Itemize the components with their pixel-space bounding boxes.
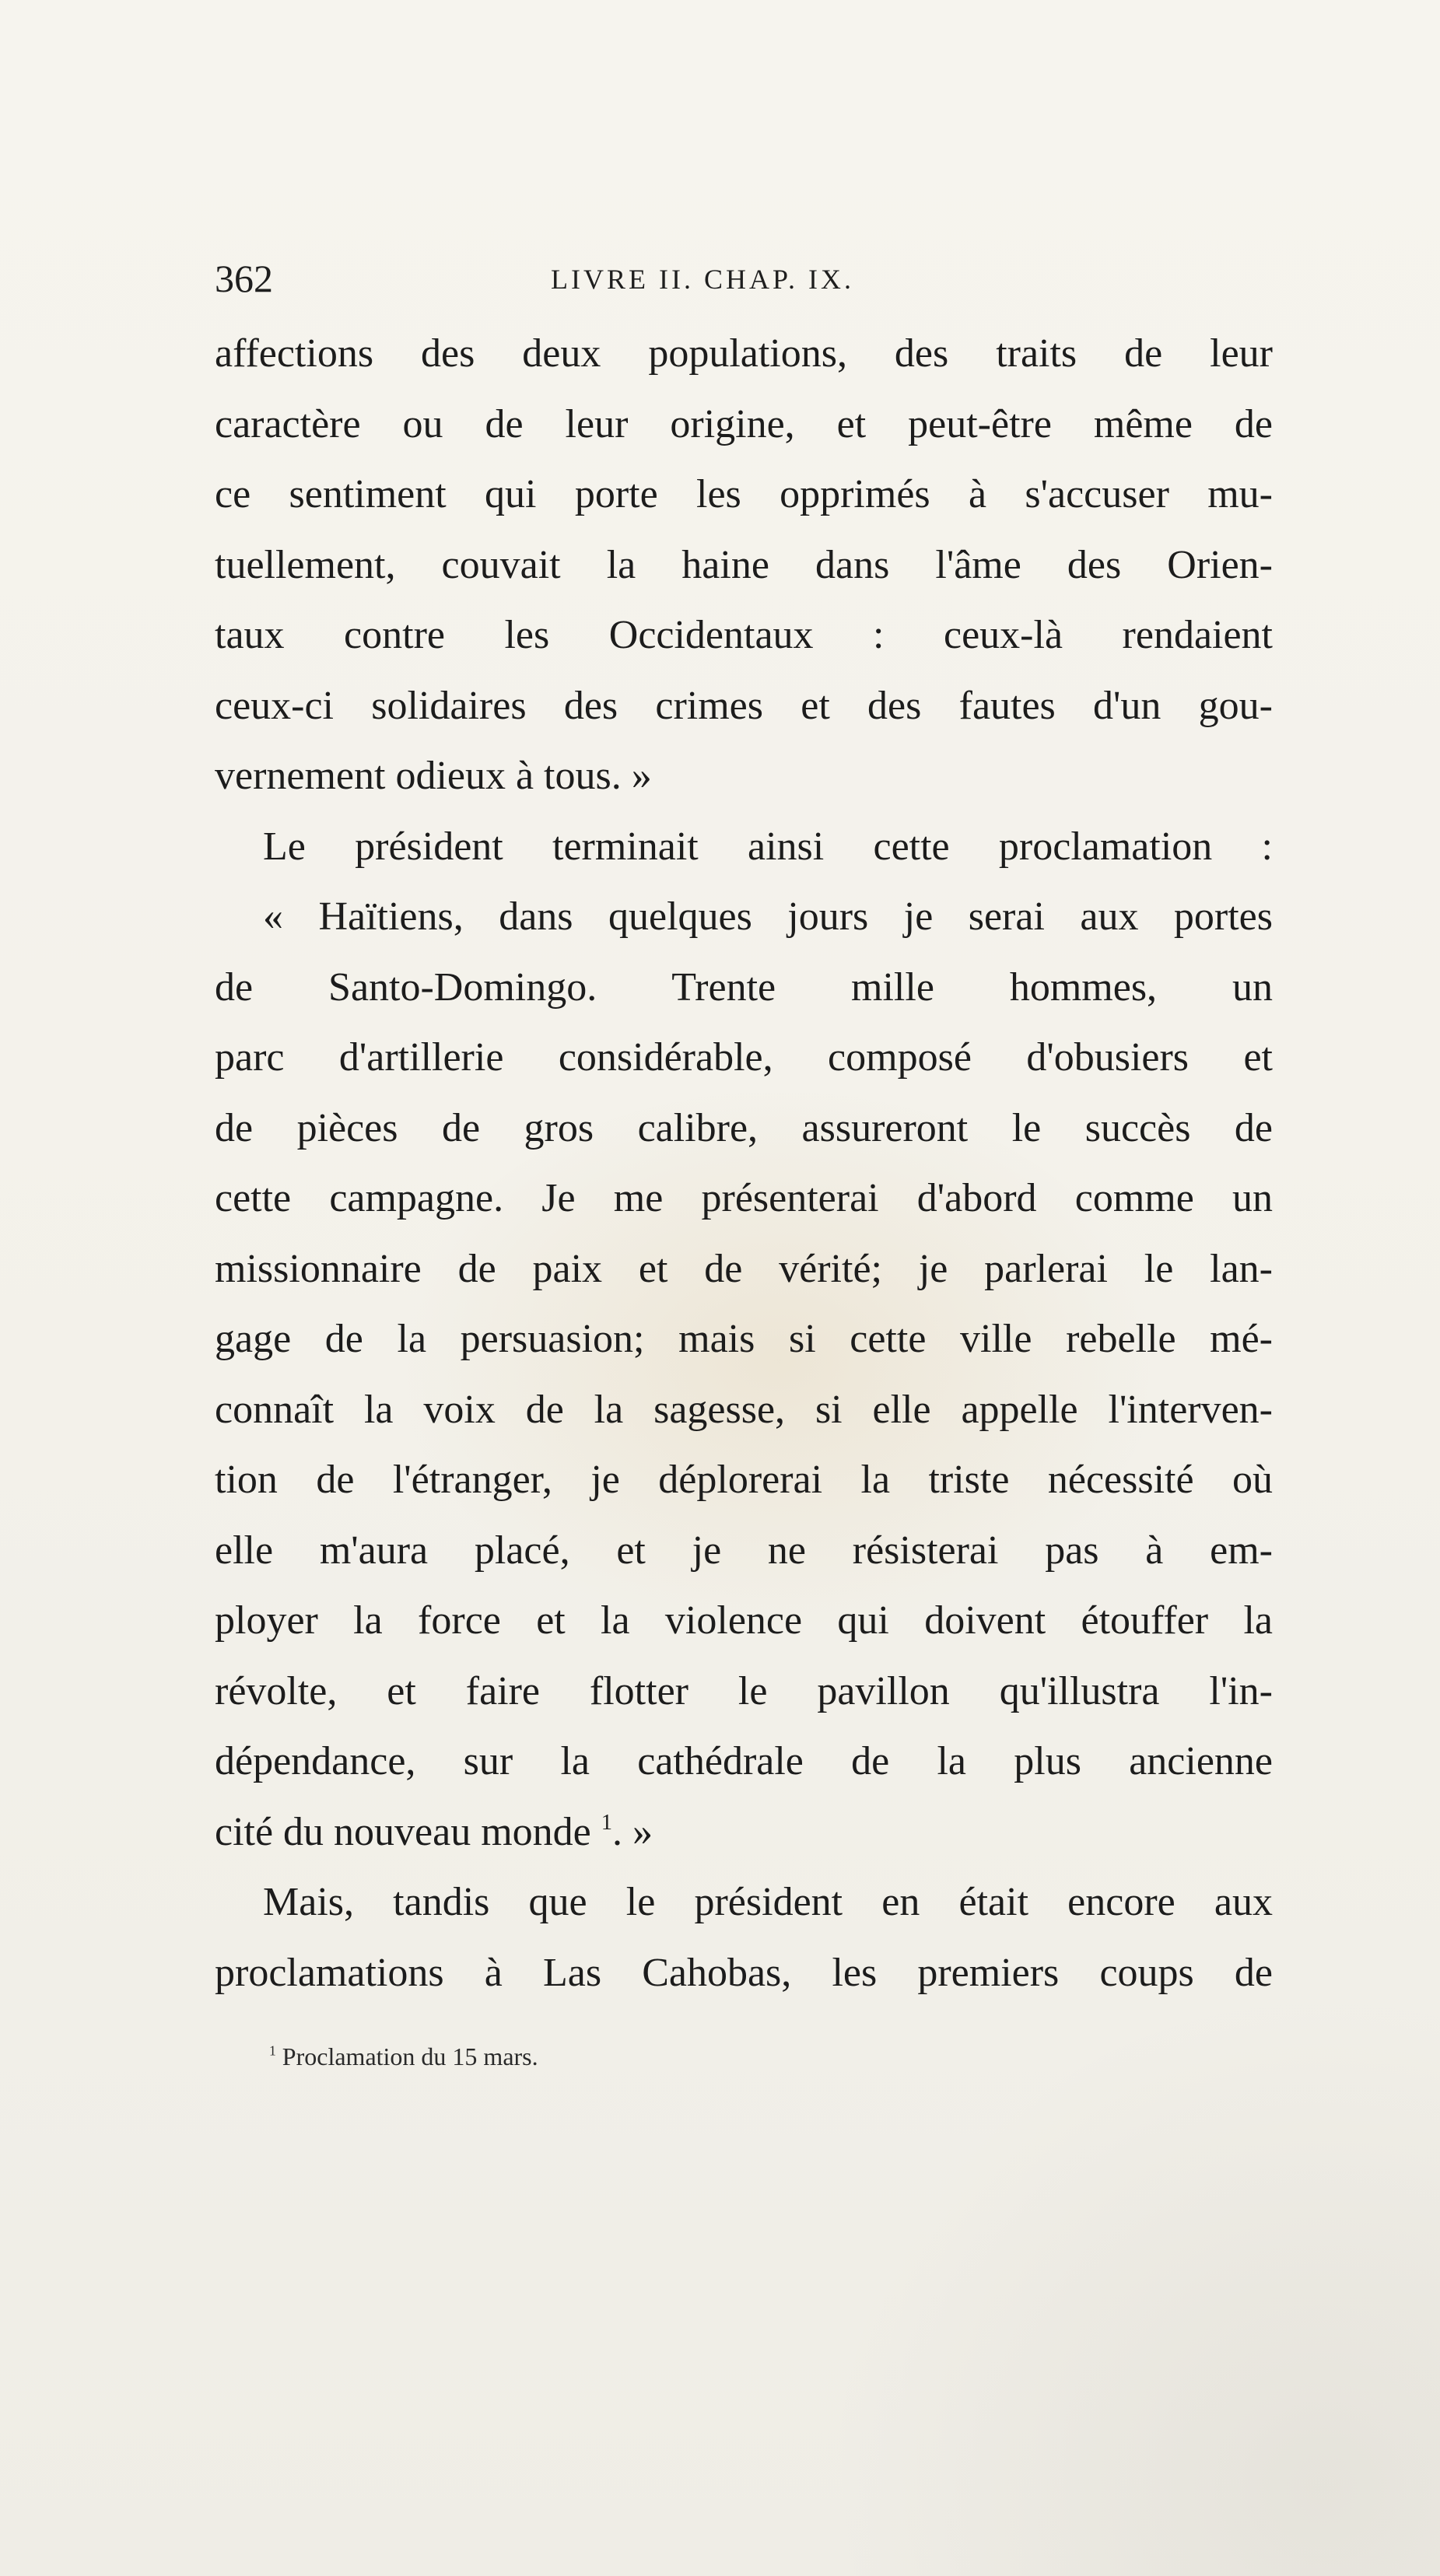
text-line: « Haïtiens, dans quelques jours je serai aux portes [263,894,1273,939]
body-text [215,319,1273,2008]
text-line: ce sentiment qui porte les opprimés à s'accuser mu- [215,472,1273,516]
text-line: elle m'aura placé, et je ne résisterai pas à em- [215,1528,1273,1573]
page-header [215,247,1273,310]
page-number: 362 [215,257,273,300]
text-line: de pièces de gros calibre, assureront le succès de [215,1105,1273,1150]
quote-close: . » [612,1809,653,1854]
text-line: gage de la persuasion; mais si cette ville rebelle mé- [215,1317,1273,1361]
text-line: caractère ou de leur origine, et peut-être même de [215,401,1273,446]
text-line: taux contre les Occidentaux : ceux-là rendaient [215,613,1273,657]
text-line: affections des deux populations, des traits de leur [215,331,1273,376]
text-line-with-note [215,1797,1273,1868]
text-line: Mais, tandis que le président en était encore aux [263,1880,1273,1924]
text-line: dépendance, sur la cathédrale de la plus ancienne [215,1739,1273,1783]
text-line: parc d'artillerie considérable, composé d'obusiers et [215,1035,1273,1080]
text-line: cette campagne. Je me présenterai d'abord comme un [215,1176,1273,1220]
footnote-marker: 1 [269,2042,276,2059]
text-line: ceux-ci solidaires des crimes et des fautes d'un gou- [215,683,1273,728]
footnote-text: Proclamation du 15 mars. [282,2042,538,2070]
footnote [269,2042,538,2071]
footnote-reference: 1 [601,1810,613,1835]
text-line: proclamations à Las Cahobas, les premiers coups de [215,1950,1273,1995]
text-line: vernement odieux à tous. » [215,754,652,798]
running-head: LIVRE II. CHAP. IX. [551,264,854,295]
text-line: ployer la force et la violence qui doivent étouffer la [215,1598,1273,1643]
text-line: de Santo-Domingo. Trente mille hommes, un [215,964,1273,1010]
text-line: tuellement, couvait la haine dans l'âme des Orien- [215,542,1273,587]
text-line: connaît la voix de la sagesse, si elle appelle l'interven- [215,1387,1273,1432]
text-line: révolte, et faire flotter le pavillon qu'illustra l'in- [215,1668,1273,1713]
text-line: Le président terminait ainsi cette proclamation : [263,824,1273,869]
text-line: cité du nouveau monde [215,1809,591,1854]
text-line: missionnaire de paix et de vérité; je parlerai le lan- [215,1246,1273,1291]
text-line: tion de l'étranger, je déplorerai la triste nécessité où [215,1458,1273,1502]
